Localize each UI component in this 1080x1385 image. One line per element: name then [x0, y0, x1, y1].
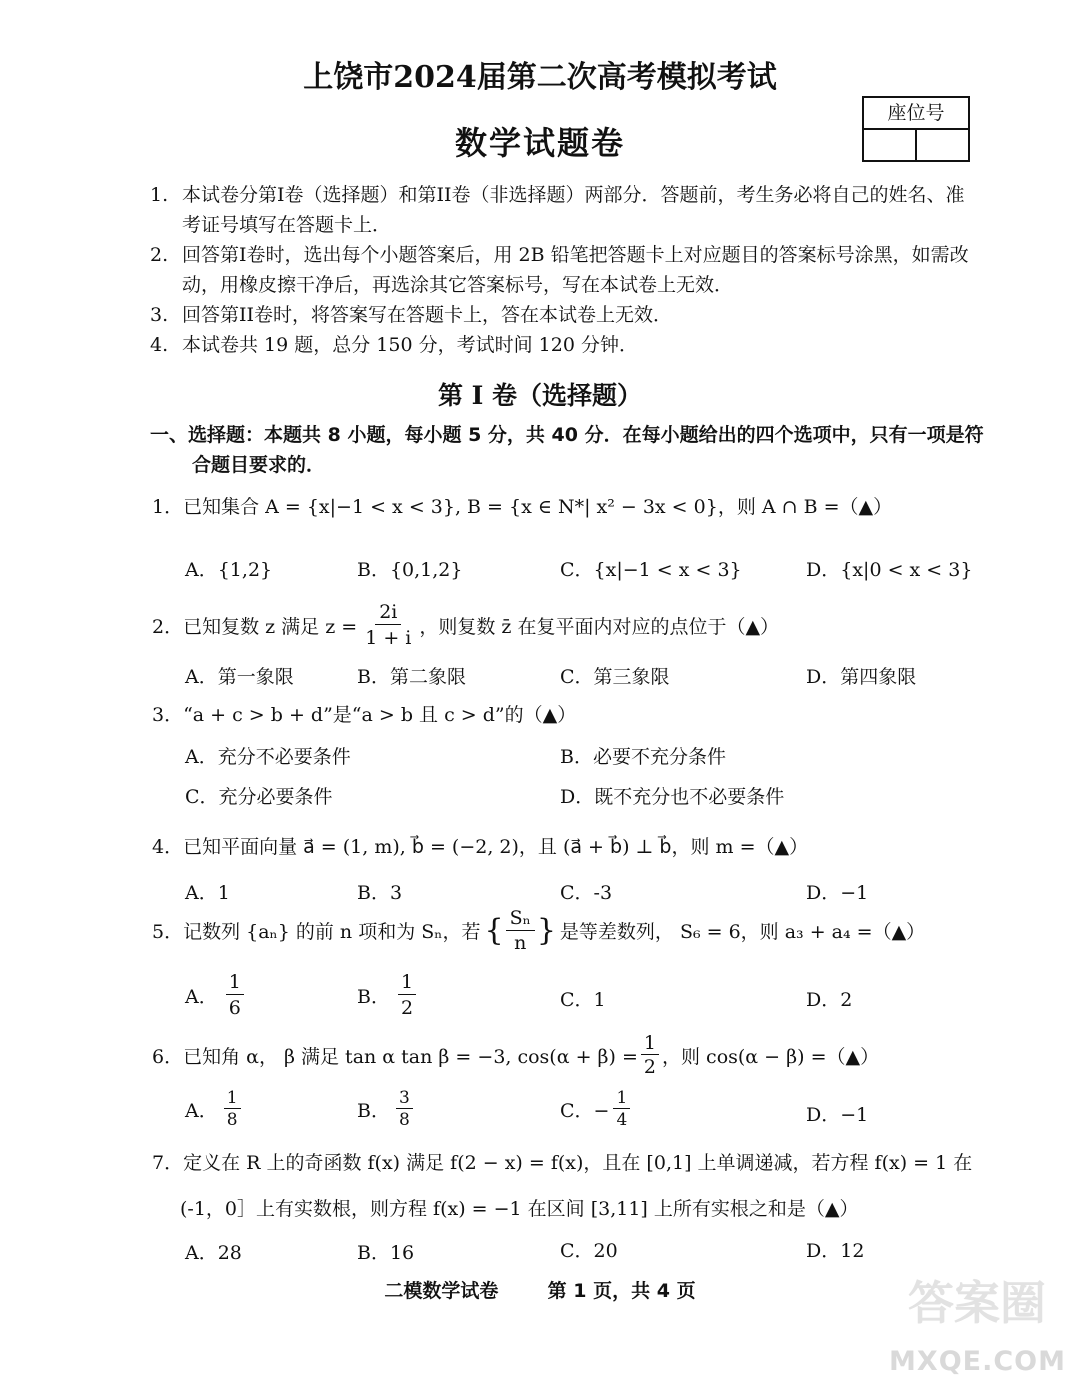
- question-5-brace-left: {: [484, 913, 504, 948]
- option-fraction-numerator: 1: [224, 1088, 241, 1109]
- question-1-option-d: D．{x|0 < x < 3}: [806, 559, 973, 581]
- part-one-heading: [150, 420, 1030, 480]
- question-6-option-b: [357, 1088, 413, 1131]
- seat-label: 座位号: [864, 98, 968, 130]
- question-2-option-c: C．第三象限: [560, 666, 670, 688]
- question-6-fraction: [641, 1032, 659, 1079]
- question-5-option-d: D．2: [806, 989, 853, 1011]
- option-fraction-denominator: 6: [228, 997, 241, 1019]
- instruction-number: 1.: [150, 184, 169, 206]
- option-fraction: [398, 970, 416, 1021]
- instruction-item: [150, 300, 1030, 330]
- option-fraction: [224, 1088, 241, 1131]
- instruction-line: 动，用橡皮擦干净后，再选涂其它答案标号，写在本试卷上无效．: [182, 274, 734, 296]
- footer-page-number: 第 1 页，共 4 页: [547, 1280, 696, 1302]
- instruction-line: 本试卷分第I卷（选择题）和第II卷（非选择题）两部分．答题前，考生务必将自己的姓名、准: [182, 184, 965, 206]
- option-label: B．: [357, 986, 390, 1008]
- option-fraction-numerator: 1: [226, 970, 244, 995]
- question-5-fraction-numerator: Sₙ: [506, 906, 535, 931]
- question-6-fraction-denominator: 2: [643, 1056, 657, 1078]
- option-fraction-denominator: 2: [400, 997, 414, 1019]
- option-fraction-numerator: 3: [396, 1088, 413, 1109]
- question-5-fraction: [506, 906, 535, 955]
- seat-number-box: [862, 96, 970, 162]
- question-5-stem-post: 是等差数列， S₆ = 6，则 a₃ + a₄ =（▲）: [559, 921, 926, 943]
- option-label: C．−: [560, 1100, 610, 1122]
- option-label: A．: [185, 1100, 218, 1122]
- question-6-option-d: D．−1: [806, 1104, 869, 1126]
- question-5-stem: [152, 906, 925, 955]
- question-4-stem: 4．已知平面向量 a⃗ = (1, m), b⃗ = (−2, 2)，且 (a⃗ + b⃗) ⊥ b⃗，则 m =（▲）: [152, 836, 809, 858]
- question-6-option-c: [560, 1088, 630, 1131]
- instruction-number: 2.: [150, 244, 169, 266]
- instruction-item: [150, 330, 1030, 360]
- instruction-number: 4.: [150, 334, 169, 356]
- question-2-option-d: D．第四象限: [806, 666, 917, 688]
- instruction-line: 考证号填写在答题卡上．: [182, 214, 392, 236]
- question-4-option-a: A．1: [185, 882, 230, 904]
- footer-paper-name: 二模数学试卷: [384, 1280, 499, 1302]
- question-7-option-b: B．16: [357, 1242, 415, 1264]
- option-fraction-numerator: 1: [398, 970, 416, 995]
- instruction-line: 回答第II卷时，将答案写在答题卡上，答在本试卷上无效．: [182, 304, 673, 326]
- question-2-fraction-denominator: 1 + i: [365, 627, 412, 649]
- question-7-stem: 7．定义在 R 上的奇函数 f(x) 满足 f(2 − x) = f(x)，且在 [0,1] 上单调递减，若方程 f(x) = 1 在: [152, 1152, 973, 1174]
- question-1-option-b: B．{0,1,2}: [357, 559, 463, 581]
- question-2-stem-pre: 2．已知复数 z 满足 z =: [152, 616, 358, 638]
- option-label: B．: [357, 1100, 390, 1122]
- instruction-item: [150, 180, 1030, 240]
- option-fraction: [226, 970, 244, 1021]
- question-2-fraction-numerator: 2i: [375, 600, 401, 625]
- question-1-stem: 1．已知集合 A = {x|−1 < x < 3}, B = {x ∈ N*| x² − 3x < 0}，则 A ∩ B =（▲）: [152, 496, 893, 518]
- instruction-item: [150, 240, 1030, 300]
- part-one-line: 合题目要求的．: [192, 454, 326, 476]
- option-fraction: [396, 1088, 413, 1131]
- question-2-option-a: A．第一象限: [185, 666, 294, 688]
- question-6-stem-post: ，则 cos(α − β) =（▲）: [662, 1046, 880, 1068]
- option-fraction-denominator: 4: [616, 1110, 628, 1130]
- watermark-logo: 答案圈: [908, 1276, 1046, 1330]
- exam-title: 上饶市2024届第二次高考模拟考试: [303, 60, 777, 95]
- question-2-stem: [152, 600, 779, 651]
- question-7-option-c: C．20: [560, 1240, 618, 1262]
- part-one-line: 一、选择题：本题共 8 小题，每小题 5 分，共 40 分．在每小题给出的四个选项中，只有一项是符: [150, 424, 984, 446]
- question-7-option-a: A．28: [185, 1242, 242, 1264]
- question-1-option-c: C．{x|−1 < x < 3}: [560, 559, 742, 581]
- question-6-stem-pre: 6．已知角 α， β 满足 tan α tan β = −3, cos(α + β) =: [152, 1046, 638, 1068]
- question-5-fraction-denominator: n: [514, 932, 527, 954]
- question-2-fraction: [361, 600, 415, 651]
- option-fraction: [613, 1088, 630, 1131]
- question-5-option-a: [185, 970, 244, 1021]
- instruction-line: 回答第I卷时，选出每个小题答案后，用 2B 铅笔把答题卡上对应题目的答案标号涂黑，如需改: [182, 244, 969, 266]
- question-3-option-b: B．必要不充分条件: [560, 746, 726, 768]
- question-6-stem: [152, 1032, 879, 1079]
- instruction-line: 本试卷共 19 题，总分 150 分，考试时间 120 分钟．: [182, 334, 638, 356]
- question-4-option-b: B．3: [357, 882, 403, 904]
- question-6-option-a: [185, 1088, 241, 1131]
- question-2-option-b: B．第二象限: [357, 666, 466, 688]
- watermark-site: MXQE.COM: [889, 1346, 1066, 1377]
- paper-title: 数学试题卷: [454, 124, 625, 162]
- instructions: [150, 180, 1030, 360]
- question-5-option-c: C．1: [560, 989, 606, 1011]
- question-5-stem-pre: 5．记数列 {aₙ} 的前 n 项和为 Sₙ，若: [152, 921, 481, 943]
- section-title: 第 I 卷（选择题）: [437, 381, 643, 410]
- question-1-option-a: A．{1,2}: [185, 559, 273, 581]
- question-3-option-a: A．充分不必要条件: [185, 746, 351, 768]
- question-7-option-d: D．12: [806, 1240, 865, 1262]
- watermark: [876, 1267, 1066, 1377]
- option-fraction-denominator: 8: [398, 1110, 410, 1130]
- instruction-number: 3.: [150, 304, 169, 326]
- question-3-option-d: D．既不充分也不必要条件: [560, 786, 785, 808]
- question-2-stem-post: ，则复数 z̄ 在复平面内对应的点位于（▲）: [419, 616, 780, 638]
- seat-cell-1: [864, 130, 915, 160]
- question-7-stem-line2: (-1，0］上有实数根，则方程 f(x) = −1 在区间 [3,11] 上所有实根之和是（▲）: [180, 1198, 859, 1220]
- question-3-stem: 3．“a + c > b + d”是“a > b 且 c > d”的（▲）: [152, 704, 577, 726]
- option-fraction-denominator: 8: [226, 1110, 238, 1130]
- question-5-brace-right: }: [536, 913, 556, 948]
- question-4-option-c: C．-3: [560, 882, 613, 904]
- question-5-option-b: [357, 970, 416, 1021]
- question-4-option-d: D．−1: [806, 882, 869, 904]
- option-fraction-numerator: 1: [613, 1088, 630, 1109]
- question-6-fraction-numerator: 1: [641, 1032, 659, 1055]
- seat-cell-2: [915, 130, 968, 160]
- question-3-option-c: C．充分必要条件: [185, 786, 333, 808]
- option-label: A．: [185, 986, 218, 1008]
